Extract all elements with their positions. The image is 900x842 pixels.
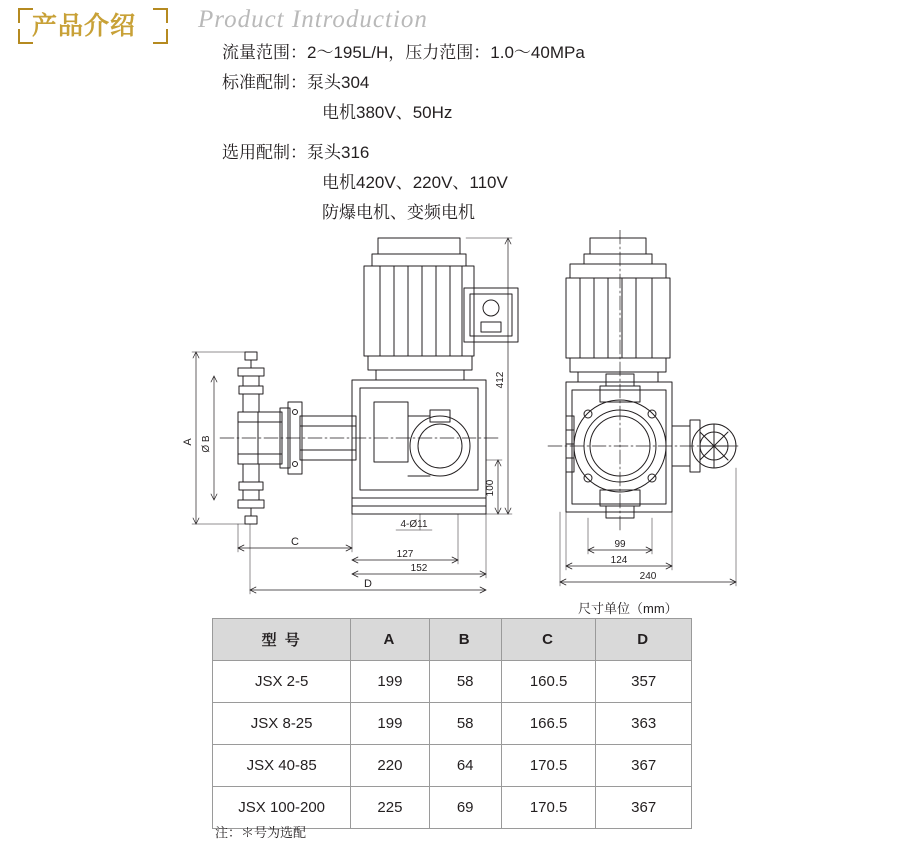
cell-a: 199 [351, 703, 429, 745]
dim-len-152: 152 [410, 563, 428, 574]
dim-depth-100: 100 [485, 479, 496, 497]
cell-a: 225 [351, 787, 429, 829]
cell-model: JSX 40-85 [213, 745, 351, 787]
cell-c: 160.5 [501, 661, 596, 703]
cell-b: 58 [429, 703, 501, 745]
spec-line-optional-motor: 电机420V、220V、110V [322, 173, 508, 192]
spec-line-standard-motor: 电机380V、50Hz [322, 103, 453, 122]
dimension-table-wrapper [212, 618, 692, 829]
cell-model: JSX 2-5 [213, 661, 351, 703]
section-badge [18, 8, 168, 44]
table-header-model: 型 号 [213, 619, 351, 661]
table-row [213, 661, 692, 703]
table-footnote: 注：＊号为选配 [215, 825, 307, 840]
cell-a: 199 [351, 661, 429, 703]
cell-a: 220 [351, 745, 429, 787]
badge-corner-top-left [18, 8, 33, 23]
cell-b: 64 [429, 745, 501, 787]
specification-list [222, 38, 862, 228]
cell-d: 367 [596, 787, 692, 829]
spec-spacer [222, 128, 862, 138]
table-header-row [213, 619, 692, 661]
technical-drawing [0, 230, 900, 610]
cell-d: 363 [596, 703, 692, 745]
cell-c: 170.5 [501, 745, 596, 787]
cell-model: JSX 100-200 [213, 787, 351, 829]
cell-b: 69 [429, 787, 501, 829]
spec-line-flow-pressure: 流量范围：2～195L/H，压力范围：1.0～40MPa [222, 43, 585, 62]
badge-corner-bottom-right [153, 29, 168, 44]
cell-d: 357 [596, 661, 692, 703]
section-title-en: Product Introduction [198, 6, 428, 33]
dim-label-B: Ø B [201, 435, 212, 453]
dim-len-240: 240 [639, 571, 657, 582]
unit-note: 尺寸单位（mm） [578, 601, 678, 616]
section-title-cn: 产品介绍 [32, 12, 137, 40]
table-header-a: A [351, 619, 429, 661]
table-header-c: C [501, 619, 596, 661]
spec-line-optional-config: 选用配制：泵头316 [222, 143, 370, 162]
badge-corner-bottom-left [18, 29, 33, 44]
dimension-table [212, 618, 692, 829]
cell-model: JSX 8-25 [213, 703, 351, 745]
dim-label-C: C [291, 536, 299, 548]
table-row [213, 745, 692, 787]
dim-len-124: 124 [610, 555, 628, 566]
table-header-d: D [596, 619, 692, 661]
dim-len-127: 127 [396, 549, 414, 560]
dim-len-99: 99 [614, 539, 626, 550]
cell-d: 367 [596, 745, 692, 787]
badge-corner-top-right [153, 8, 168, 23]
cell-b: 58 [429, 661, 501, 703]
dim-hole-note: 4-Ø11 [400, 519, 428, 530]
cell-c: 166.5 [501, 703, 596, 745]
dim-height-412: 412 [495, 371, 506, 389]
cell-c: 170.5 [501, 787, 596, 829]
table-header-b: B [429, 619, 501, 661]
table-row [213, 703, 692, 745]
dim-label-A: A [182, 438, 194, 446]
dim-label-D: D [364, 578, 372, 590]
spec-line-standard-config: 标准配制：泵头304 [222, 73, 370, 92]
spec-line-explosion-proof: 防爆电机、变频电机 [322, 203, 475, 222]
